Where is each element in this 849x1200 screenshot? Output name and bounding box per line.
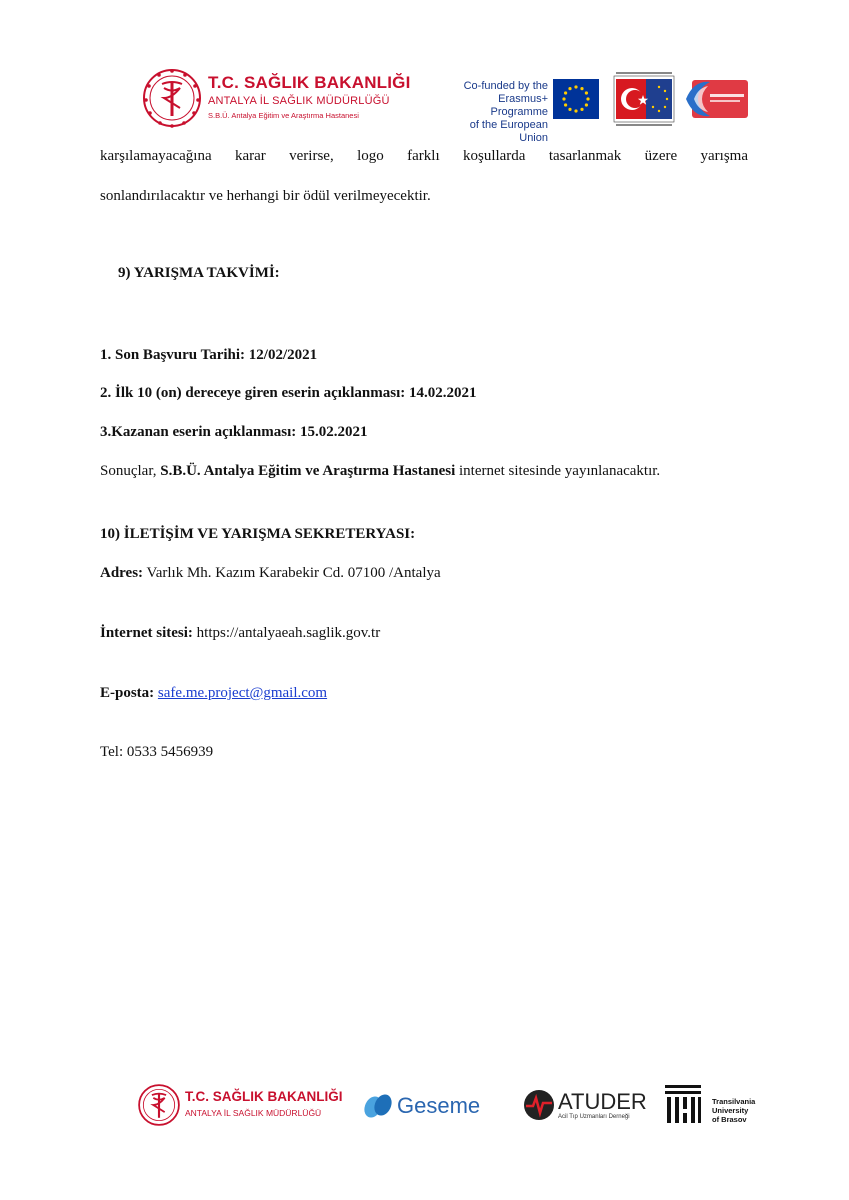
- erasmus-line-3: of the European Union: [469, 119, 548, 144]
- schedule-item-3: 3.Kazanan eserin açıklanması: 15.02.2021: [100, 424, 368, 440]
- footer-ministry-subtitle: ANTALYA İL SAĞLIK MÜDÜRLÜĞÜ: [185, 1108, 322, 1118]
- geseme-logo-icon: [363, 1093, 393, 1119]
- transilvania-university-name: [712, 1097, 755, 1124]
- eu-flag-icon: [553, 79, 599, 119]
- paragraph-line-2: sonlandırılacaktır ve herhangi bir ödül verilmeyecektir.: [100, 188, 431, 204]
- website-value: https://antalyaeah.saglik.gov.tr: [192, 625, 381, 641]
- address-label: Adres:: [100, 565, 144, 581]
- transilvania-university-logo-icon: [665, 1085, 701, 1125]
- header-ministry-subtitle: ANTALYA İL SAĞLIK MÜDÜRLÜĞÜ: [208, 95, 390, 107]
- schedule-item-2: 2. İlk 10 (on) dereceye giren eserin açıklanması: 14.02.2021: [100, 385, 477, 401]
- website-line: [100, 623, 380, 643]
- email-link[interactable]: safe.me.project@gmail.com: [157, 685, 328, 701]
- footer-ministry-title: T.C. SAĞLIK BAKANLIĞI: [185, 1089, 343, 1104]
- telephone-line: Tel: 0533 5456939: [100, 744, 214, 760]
- atuder-logo-icon: [522, 1088, 556, 1122]
- paragraph-line-1: karşılamayacağına karar verirse, logo farklı koşullarda tasarlanmak üzere yarışma: [100, 148, 748, 164]
- results-suffix: internet sitesinde yayınlanacaktır.: [455, 463, 661, 479]
- section-9-heading: 9) YARIŞMA TAKVİMİ:: [118, 265, 280, 281]
- eu-affairs-directorate-logo: [612, 70, 676, 130]
- geseme-wordmark: Geseme: [397, 1093, 481, 1118]
- atuder-wordmark: ATUDER: [558, 1089, 647, 1114]
- erasmus-line-2: Erasmus+ Programme: [490, 93, 548, 118]
- ministry-emblem-logo: [140, 60, 204, 136]
- atuder-subtitle: Acil Tıp Uzmanları Derneği: [558, 1114, 630, 1120]
- section-10-heading: 10) İLETİŞİM VE YARIŞMA SEKRETERYASI:: [100, 526, 416, 542]
- header-hospital-name: S.B.Ü. Antalya Eğitim ve Araştırma Hastanesi: [208, 111, 359, 120]
- erasmus-line-1: Co-funded by the: [463, 80, 548, 92]
- address-line: [100, 563, 441, 583]
- results-prefix: Sonuçlar,: [100, 463, 161, 479]
- website-label: İnternet sitesi:: [100, 625, 193, 641]
- address-value: Varlık Mh. Kazım Karabekir Cd. 07100 /Antalya: [143, 565, 441, 581]
- schedule-item-1: 1. Son Başvuru Tarihi: 12/02/2021: [100, 347, 318, 363]
- erasmus-cofunded-text: [440, 80, 548, 145]
- email-line: [100, 683, 327, 703]
- results-hospital-name: S.B.Ü. Antalya Eğitim ve Araştırma Hastanesi: [160, 463, 456, 479]
- footer-ministry-emblem-logo: [136, 1078, 182, 1132]
- transilvania-line-2: University: [712, 1106, 749, 1115]
- turkish-national-agency-logo: [684, 76, 750, 122]
- transilvania-line-3: of Brasov: [712, 1115, 747, 1124]
- header-ministry-title: T.C. SAĞLIK BAKANLIĞI: [208, 73, 411, 92]
- transilvania-line-1: Transilvania: [712, 1097, 756, 1106]
- email-label: E-posta:: [100, 685, 155, 701]
- results-announcement: [100, 461, 660, 481]
